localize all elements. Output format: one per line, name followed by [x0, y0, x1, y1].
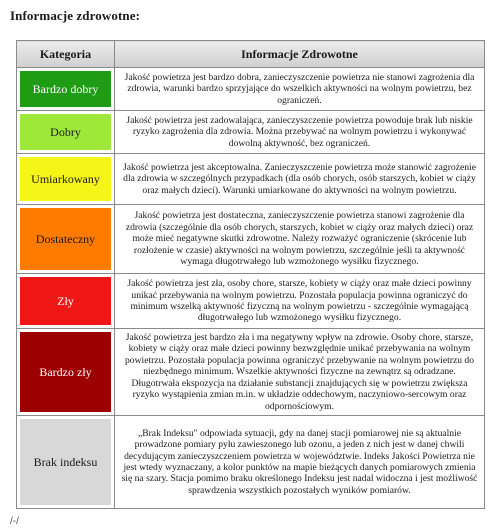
table-row — [17, 329, 485, 416]
category-label: Bardzo dobry — [20, 71, 111, 107]
table-header-row — [17, 41, 485, 68]
category-label: Zły — [20, 277, 111, 325]
category-label: Bardzo zły — [20, 332, 111, 412]
table-row — [17, 154, 485, 205]
header-category: Kategoria — [17, 41, 115, 68]
table-row — [17, 111, 485, 154]
health-info-table — [16, 40, 485, 509]
info-text: Jakość powietrza jest bardzo zła i ma negatywny wpływ na zdrowie. Osoby chore, starsze, kobiety w ciąży oraz małe dzieci powinny bezwzględnie unikać przebywania na wolnym powietrzu. Pozostała populacja powinna ograniczyć przebywanie na wolnym powietrzu do niezbędnego minimum. Wszelkie aktywności fizyczne na zewnątrz są odradzane. Długotrwała ekspozycja na działanie substancji znajdujących się w powietrzu zwiększa ryzyko wystąpienia zmian m.in. w układzie oddechowym, naczyniowo-sercowym oraz odpornościowym. — [115, 329, 485, 416]
info-text: Jakość powietrza jest bardzo dobra, zanieczyszczenie powietrza nie stanowi zagrożenia dla zdrowia, warunki bardzo sprzyjające do wszelkich aktywności na wolnym powietrzu, bez ograniczeń. — [115, 68, 485, 111]
category-cell — [17, 205, 115, 274]
table-row — [17, 205, 485, 274]
table-row — [17, 68, 485, 111]
info-text: „Brak Indeksu" odpowiada sytuacji, gdy na danej stacji pomiarowej nie są aktualnie prowadzone pomiary pyłu zawieszonego lub ozonu, a jeden z nich jest w danej chwili decydującym zanieczyszczeniem powietrza w województwie. Indeks Jakości Powietrza nie jest wtedy wyznaczany, a kolor punktów na mapie bieżących danych pomiarowych zmienia się na szary. Stacja pomimo braku określonego Indeksu jest nadal widoczna i jest możliwość sprawdzenia wszystkich pozostałych wyników pomiarów. — [115, 416, 485, 509]
category-cell — [17, 329, 115, 416]
page-title: Informacje zdrowotne: — [10, 8, 141, 23]
header-info: Informacje Zdrowotne — [115, 41, 485, 68]
info-text: Jakość powietrza jest zadowalająca, zanieczyszczenie powietrza powoduje brak lub niskie ryzyko zagrożenia dla zdrowia. Można przebywać na wolnym powietrzu i wykonywać dowolną aktywność, bez ograniczeń. — [115, 111, 485, 154]
category-cell — [17, 416, 115, 509]
category-cell — [17, 154, 115, 205]
footer-text: /-/ — [10, 516, 19, 527]
category-label: Dobry — [20, 114, 111, 150]
info-text: Jakość powietrza jest akceptowalna. Zanieczyszczenie powietrza może stanowić zagrożenie dla zdrowia w szczególnych przypadkach (dla osób chorych, osób starszych, kobiet w ciąży oraz małych dzieci). Warunki umiarkowane do aktywności na wolnym powietrzu. — [115, 154, 485, 205]
info-text: Jakość powietrza jest zła, osoby chore, starsze, kobiety w ciąży oraz małe dzieci powinny unikać przebywania na wolnym powietrzu. Pozostała populacja powinna ograniczyć do minimum wszelką aktywność fizyczną na wolnym powietrzu - szczególnie wymagającą długotrwałego lub wzmożonego wysiłku fizycznego. — [115, 274, 485, 329]
category-cell — [17, 111, 115, 154]
table-row — [17, 416, 485, 509]
category-label: Umiarkowany — [20, 157, 111, 201]
category-cell — [17, 68, 115, 111]
category-cell — [17, 274, 115, 329]
table-row — [17, 274, 485, 329]
category-label: Brak indeksu — [20, 419, 111, 505]
category-label: Dostateczny — [20, 208, 111, 270]
info-text: Jakość powietrza jest dostateczna, zanieczyszczenie powietrza stanowi zagrożenie dla zdrowia (szczególnie dla osób chorych, starszych, kobiet w ciąży oraz małych dzieci) oraz może mieć negatywne skutki zdrowotne. Należy rozważyć ograniczenie (skrócenie lub rozłożenie w czasie) aktywności na wolnym powietrzu, szczególnie jeśli ta aktywność wymaga długotrwałego lub wzmożonego wysiłku fizycznego. — [115, 205, 485, 274]
